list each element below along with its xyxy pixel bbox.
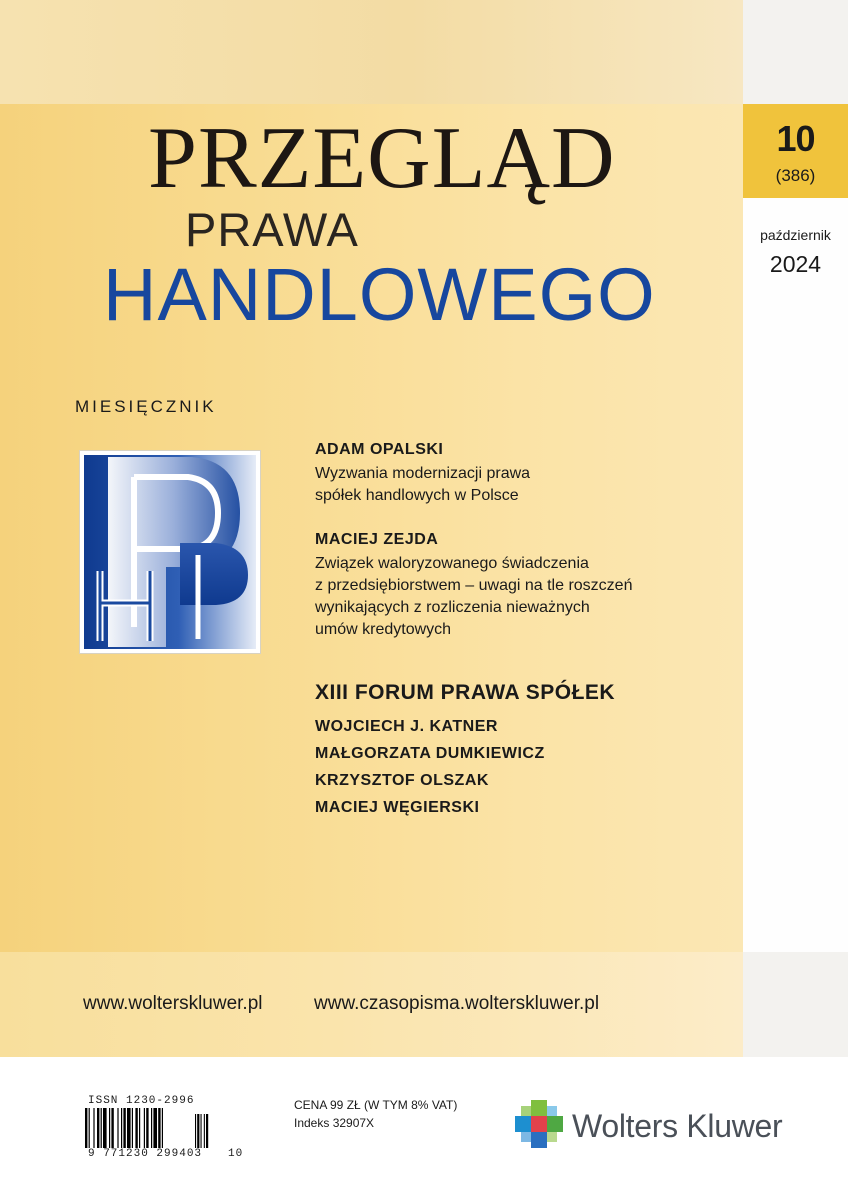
article-title-line: wynikających z rozliczenia nieważnych	[315, 599, 590, 616]
bottom-right-band	[743, 952, 848, 1057]
barcode-bar	[103, 1108, 107, 1148]
journals-website-link[interactable]: www.czasopisma.wolterskluwer.pl	[314, 993, 600, 1014]
forum-author: KRZYSZTOF OLSZAK	[315, 772, 489, 789]
barcode-bar	[111, 1108, 113, 1148]
issue-number: 10	[776, 118, 815, 159]
article-title-line: umów kredytowych	[315, 621, 452, 638]
article-author: MACIEJ ZEJDA	[315, 531, 439, 548]
article-title-line: spółek handlowych w Polsce	[315, 487, 519, 504]
php-logo-graphic	[80, 451, 260, 653]
addon-digits: 10	[228, 1148, 244, 1160]
index-label: Indeks 32907X	[294, 1116, 375, 1130]
barcode-bar	[146, 1108, 148, 1148]
barcode-bar	[101, 1108, 102, 1148]
barcode-bar	[162, 1108, 163, 1148]
barcode-addon-bar	[204, 1114, 205, 1148]
barcode-bar	[151, 1108, 152, 1148]
issn-label: ISSN 1230-2996	[88, 1095, 195, 1107]
forum-author: MAŁGORZATA DUMKIEWICZ	[315, 745, 545, 762]
magazine-title-line3: HANDLOWEGO	[103, 253, 656, 336]
magazine-title-line2: PRAWA	[185, 203, 359, 256]
article-author: ADAM OPALSKI	[315, 441, 444, 458]
barcode-bar	[144, 1108, 145, 1148]
barcode-bar	[85, 1108, 87, 1148]
wolters-kluwer-logo-icon	[515, 1100, 563, 1148]
barcode-addon-bar	[197, 1114, 199, 1148]
issue-number-box	[743, 104, 848, 198]
forum-author: WOJCIECH J. KATNER	[315, 718, 498, 735]
barcode-bar	[158, 1108, 160, 1148]
price-label: CENA 99 ZŁ (W TYM 8% VAT)	[294, 1098, 458, 1112]
frequency-label: MIESIĘCZNIK	[75, 397, 217, 416]
article-1	[315, 441, 725, 507]
forum-author: MACIEJ WĘGIERSKI	[315, 799, 480, 816]
barcode-addon-bar	[195, 1114, 196, 1148]
article-title-line: Wyzwania modernizacji prawa	[315, 465, 531, 482]
barcode	[85, 1108, 213, 1148]
article-title-line: z przedsiębiorstwem – uwagi na tle roszczeń	[315, 577, 633, 594]
barcode-number	[88, 1148, 243, 1160]
barcode-bar	[153, 1108, 157, 1148]
article-2	[315, 531, 725, 641]
barcode-bar	[117, 1108, 118, 1148]
publisher-name: Wolters Kluwer	[572, 1108, 783, 1144]
barcode-bar	[109, 1108, 110, 1148]
barcode-bar	[97, 1108, 99, 1148]
php-logo	[80, 451, 260, 653]
barcode-bar	[121, 1108, 122, 1148]
barcode-addon-bar	[206, 1114, 208, 1148]
top-band	[0, 0, 743, 104]
barcode-bar	[135, 1108, 137, 1148]
top-right-band	[743, 0, 848, 104]
barcode-bar	[123, 1108, 125, 1148]
barcode-addon-bar	[201, 1114, 202, 1148]
forum-title: XIII FORUM PRAWA SPÓŁEK	[315, 681, 616, 704]
barcode-bar	[93, 1108, 94, 1148]
barcode-bar	[89, 1108, 90, 1148]
issue-year: 2024	[769, 251, 822, 277]
issue-month: październik	[760, 227, 831, 243]
barcode-bar	[139, 1108, 140, 1148]
issue-total-number: (386)	[775, 166, 816, 185]
article-title-line: Związek waloryzowanego świadczenia	[315, 555, 589, 572]
magazine-title-line1: PRZEGLĄD	[148, 110, 616, 207]
barcode-bar	[132, 1108, 133, 1148]
ean-digits: 9 771230 299403	[88, 1148, 203, 1160]
barcode-bar	[127, 1108, 131, 1148]
website-link[interactable]: www.wolterskluwer.pl	[83, 993, 263, 1014]
